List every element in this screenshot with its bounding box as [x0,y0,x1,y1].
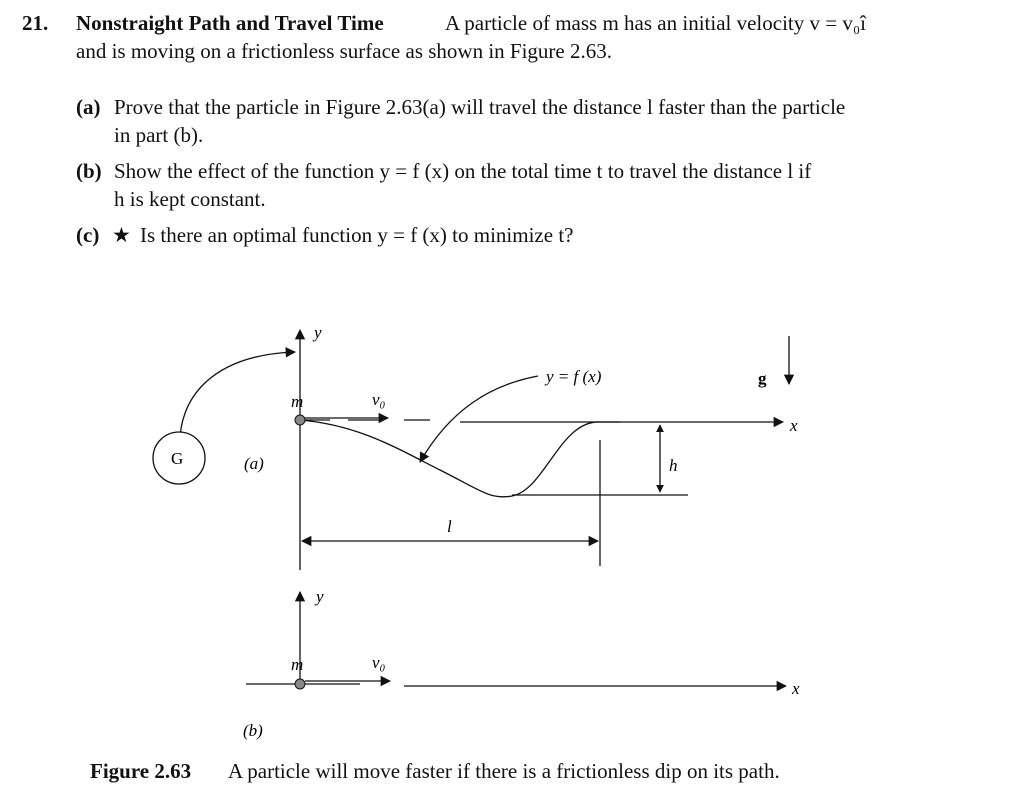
label-m-bottom: m [291,655,304,674]
label-v0-bottom: v₀ [372,653,386,672]
figure-part-a [180,330,789,570]
label-b: (b) [243,721,263,740]
part-a-line2: in part (b). [114,123,204,147]
mass-dot-bottom [295,679,305,689]
part-b-label: (b) [76,159,102,183]
curve-label-arrow [420,376,538,462]
mass-dot-top [295,415,305,425]
figure-part-b [246,592,786,686]
label-a: (a) [244,454,264,473]
caption-text: A particle will move faster if there is a frictionless dip on its path. [228,759,780,783]
curve-path [300,420,620,497]
label-y-bottom: y [316,587,324,606]
g-pointer-arrow [180,352,295,447]
label-G: G [171,449,184,468]
label-g: g [758,369,767,388]
part-b-line1: Show the effect of the function y = f (x) on the total time t to travel the distance l if [114,159,812,183]
problem-intro-line2: and is moving on a frictionless surface as shown in Figure 2.63. [76,39,612,63]
label-x-top: x [790,416,798,435]
part-a-line1: Prove that the particle in Figure 2.63(a) will travel the distance l faster than the particle [114,95,846,119]
label-v0-top: v₀ [372,390,386,409]
part-c-line1: Is there an optimal function y = f (x) to minimize t? [140,223,574,247]
label-m-top: m [291,392,304,411]
star-icon: ★ [112,223,131,247]
part-c-label: (c) [76,223,100,247]
problem-number: 21. [22,11,49,35]
caption-label: Figure 2.63 [90,759,192,783]
part-b-line2: h is kept constant. [114,187,266,211]
problem-intro-line1: A particle of mass m has an initial velocity v = v₀î [445,11,866,35]
label-x-bottom: x [792,679,800,698]
problem-title: Nonstraight Path and Travel Time [76,11,384,35]
label-curve: y = f (x) [546,367,602,386]
label-l: l [447,517,452,536]
label-h: h [669,456,678,475]
label-y-top: y [314,323,322,342]
part-a-label: (a) [76,95,101,119]
